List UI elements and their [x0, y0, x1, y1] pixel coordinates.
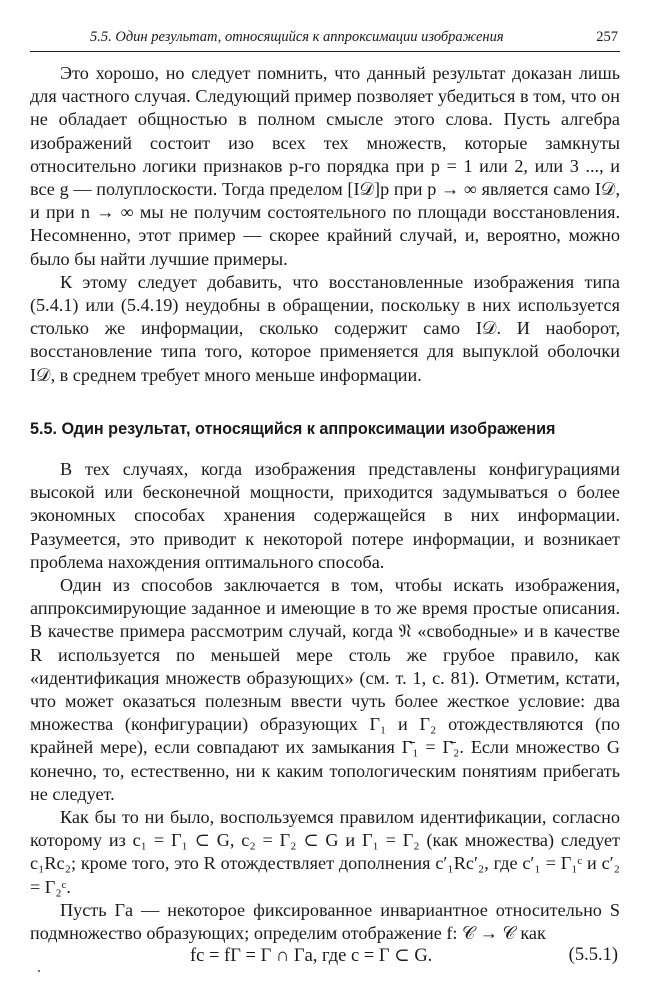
paragraph: Пусть Γa — некоторое фиксированное инвариантное относительно S подмножество образующих; определим отображение f: 𝒞 → 𝒞 как	[30, 899, 620, 944]
display-equation	[30, 943, 620, 973]
intro-text	[30, 62, 620, 387]
page-number: 257	[596, 29, 618, 45]
paragraph: Как бы то ни было, воспользуемся правилом идентификации, согласно которому из c₁ = Γ₁ ⊂ G, c₂ = Γ₂ ⊂ G и Γ₁ = Γ₂ (как множества) следует c₁Rc₂; кроме того, это R отождествляет дополнения c′₁Rc′₂, где c′₁ = Γ₁ᶜ и c′₂ = Γ₂ᶜ.	[30, 807, 620, 897]
print-speck	[38, 970, 40, 972]
paragraph: Это хорошо, но следует помнить, что данный результат доказан лишь для частного случая. Следующий пример позволяет убедиться в том, что он не обладает общностью в полном смысле этого слова. Пусть алгебра изображений состоит изо всех тех множеств, которые замкнуты относительно логики признаков p-го порядка при p = 1 или 2, или 3 ..., и все g — полуплоскости. Тогда пределом [I𝒟]p при p → ∞ является само I𝒟, и при n → ∞ мы не получим состоятельного по площади восстановления. Несомненно, этот пример — скорее крайний случай, и, вероятно, можно было бы найти лучшие примеры.	[30, 63, 620, 269]
paragraph: К этому следует добавить, что восстановленные изображения типа (5.4.1) или (5.4.19) неудобны в обращении, поскольку в них используется столько же информации, сколько содержит само I𝒟. И наоборот, восстановление типа того, которое применяется для выпуклой оболочки I𝒟, в среднем требует много меньше информации.	[30, 271, 620, 385]
running-title: 5.5. Один результат, относящийся к аппроксимации изображения	[90, 29, 504, 45]
section-heading: 5.5. Один результат, относящийся к аппроксимации изображения	[30, 420, 556, 438]
equation-formula: fc = fΓ = Γ ∩ Γa, где c = Γ ⊂ G.	[190, 946, 433, 966]
running-header	[30, 27, 620, 52]
section-text	[30, 458, 620, 945]
equation-number: (5.5.1)	[568, 945, 618, 965]
paragraph: В тех случаях, когда изображения представлены конфигурациями высокой или бесконечной мощности, приходится задумываться о более экономных способах хранения содержащейся в них информации. Разумеется, это приводит к некоторой потере информации, и возникает проблема нахождения оптимального способа.	[30, 459, 620, 572]
paragraph: Один из способов заключается в том, чтобы искать изображения, аппроксимирующие заданное и имеющие в то же время простые описания. В качестве примера рассмотрим случай, когда 𝔑 «свободные» и в качестве R используется по меньшей мере столь же грубое правило, как «идентификация множеств образующих» (см. т. 1, с. 81). Отметим, кстати, что может оказаться полезным ввести чуть более жесткое условие: два множества (конфигурации) образующих Γ₁ и Γ₂ отождествляются (по крайней мере), если совпадают их замыкания Γ̄₁ = Γ̄₂. Если множество G конечно, то, естественно, ни к каким топологическим понятиям прибегать не следует.	[30, 575, 620, 804]
